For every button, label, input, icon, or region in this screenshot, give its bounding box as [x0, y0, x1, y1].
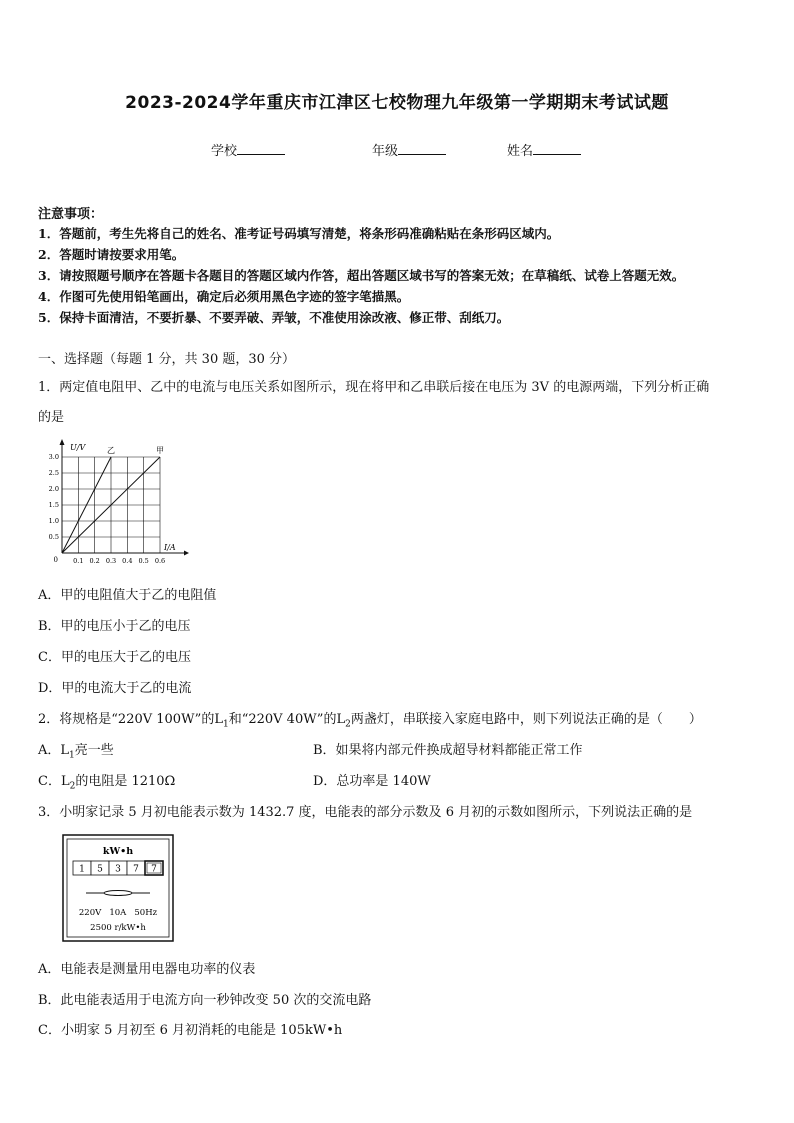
school-field — [211, 140, 285, 159]
q1-option-b[interactable]: B．甲的电压小于乙的电压 — [38, 619, 191, 634]
y-tick-label: 3.0 — [48, 453, 59, 462]
y-tick-label: 2.0 — [48, 485, 59, 494]
x-axis-arrow — [184, 551, 189, 556]
q2-option-a[interactable] — [38, 739, 114, 761]
q2-stem-part: 两盏灯，串联接入家庭电路中，则下列说法正确的是（ ） — [350, 712, 702, 727]
x-tick-label: 0.6 — [154, 557, 166, 565]
origin-label: 0 — [53, 556, 58, 564]
grade-blank — [398, 141, 446, 155]
notes-heading: 注意事项： — [38, 207, 104, 222]
series-label: 甲 — [156, 446, 164, 455]
y-tick-label: 1.5 — [48, 501, 59, 510]
q2-subscript: 2 — [69, 781, 76, 792]
q3-option-b[interactable]: B．此电能表适用于电流方向一秒钟改变 50 次的交流电路 — [38, 993, 372, 1008]
school-label: 学校 — [211, 144, 238, 159]
x-axis-label: I/A — [164, 543, 176, 552]
q2-subscript: 2 — [345, 719, 351, 730]
q3-option-a[interactable]: A．电能表是测量用电器电功率的仪表 — [38, 962, 256, 977]
name-label: 姓名 — [507, 144, 534, 159]
name-blank — [533, 141, 581, 155]
q2-option-a-text: A．L — [38, 743, 70, 758]
x-tick-label: 0.5 — [138, 557, 149, 565]
x-tick-label: 0.1 — [73, 557, 84, 565]
name-field — [507, 140, 581, 159]
student-info-row — [0, 140, 794, 160]
q1-option-d[interactable]: D．甲的电流大于乙的电流 — [38, 681, 192, 696]
q1-iu-graph — [38, 436, 193, 566]
y-tick-label: 0.5 — [48, 533, 59, 542]
meter-disc-icon — [104, 891, 132, 896]
section-heading: 一、选择题（每题 1 分，共 30 题，30 分） — [38, 352, 296, 367]
meter-rate: 2500 r/kW•h — [90, 923, 146, 933]
q3-stem: 3．小明家记录 5 月初电能表示数为 1432.7 度，电能表的部分示数及 6 月初的示数如图所示，下列说法正确的是 — [38, 805, 693, 820]
graph-axes — [60, 439, 190, 556]
y-axis-arrow — [60, 439, 65, 445]
q2-option-b[interactable]: B．如果将内部元件换成超导材料都能正常工作 — [313, 743, 583, 758]
school-blank — [237, 141, 285, 155]
grade-field — [372, 140, 446, 159]
q3-option-c[interactable]: C．小明家 5 月初至 6 月初消耗的电能是 105kW•h — [38, 1023, 343, 1038]
y-axis-label: U/V — [70, 443, 86, 452]
note-item: 5．保持卡面清洁，不要折暴、不要弄破、弄皱，不准使用涂改液、修正带、刮纸刀。 — [38, 310, 510, 325]
meter-digit: 7 — [133, 864, 139, 875]
q1-option-a[interactable]: A．甲的电阻值大于乙的电阻值 — [38, 588, 217, 603]
meter-digit: 3 — [115, 864, 121, 875]
x-tick-label: 0.3 — [105, 557, 117, 565]
y-tick-label: 1.0 — [48, 517, 59, 526]
q1-option-c[interactable]: C．甲的电压大于乙的电压 — [38, 650, 191, 665]
q2-stem — [38, 708, 702, 730]
meter-unit: kW•h — [102, 846, 134, 857]
q1-stem-line2: 的是 — [38, 410, 65, 425]
note-item: 3．请按照题号顺序在答题卡各题目的答题区域内作答，超出答题区域书写的答案无效；在草稿纸、试卷上答题无效。 — [38, 268, 685, 283]
q2-option-c-text: C．L — [38, 774, 70, 789]
meter-digit-window — [73, 861, 163, 875]
x-tick-label: 0.4 — [122, 557, 133, 565]
q2-option-c-text: 的电阻是 1210Ω — [75, 774, 176, 789]
q3-energy-meter — [62, 834, 174, 942]
meter-digit: 7 — [151, 864, 157, 875]
q2-subscript: 1 — [69, 750, 75, 761]
grade-label: 年级 — [372, 144, 399, 159]
q2-stem-part: 2．将规格是“220V 100W”的L — [38, 712, 223, 727]
q2-option-a-text: 亮一些 — [74, 743, 114, 758]
meter-specs: 220V 10A 50Hz — [78, 908, 158, 918]
q2-option-d[interactable]: D．总功率是 140W — [313, 774, 431, 789]
q1-stem-line1: 1．两定值电阻甲、乙中的电流与电压关系如图所示，现在将甲和乙串联后接在电压为 3V 的电源两端，下列分析正确 — [38, 380, 710, 395]
q2-subscript: 1 — [222, 719, 229, 730]
exam-title: 2023-2024学年重庆市江津区七校物理九年级第一学期期末考试试题 — [125, 93, 669, 113]
meter-digit: 5 — [97, 864, 103, 875]
q2-option-c[interactable] — [38, 770, 175, 792]
meter-digit: 1 — [79, 864, 85, 875]
note-item: 2．答题时请按要求用笔。 — [38, 247, 185, 262]
q2-stem-part: 和“220V 40W”的L — [228, 712, 346, 727]
x-tick-label: 0.2 — [89, 557, 100, 565]
y-tick-label: 2.5 — [48, 469, 59, 478]
series-label: 乙 — [107, 446, 115, 455]
note-item: 1．答题前，考生先将自己的姓名、准考证号码填写清楚，将条形码准确粘贴在条形码区域内。 — [38, 226, 560, 241]
note-item: 4．作图可先使用铅笔画出，确定后必须用黑色字迹的签字笔描黑。 — [38, 289, 410, 304]
